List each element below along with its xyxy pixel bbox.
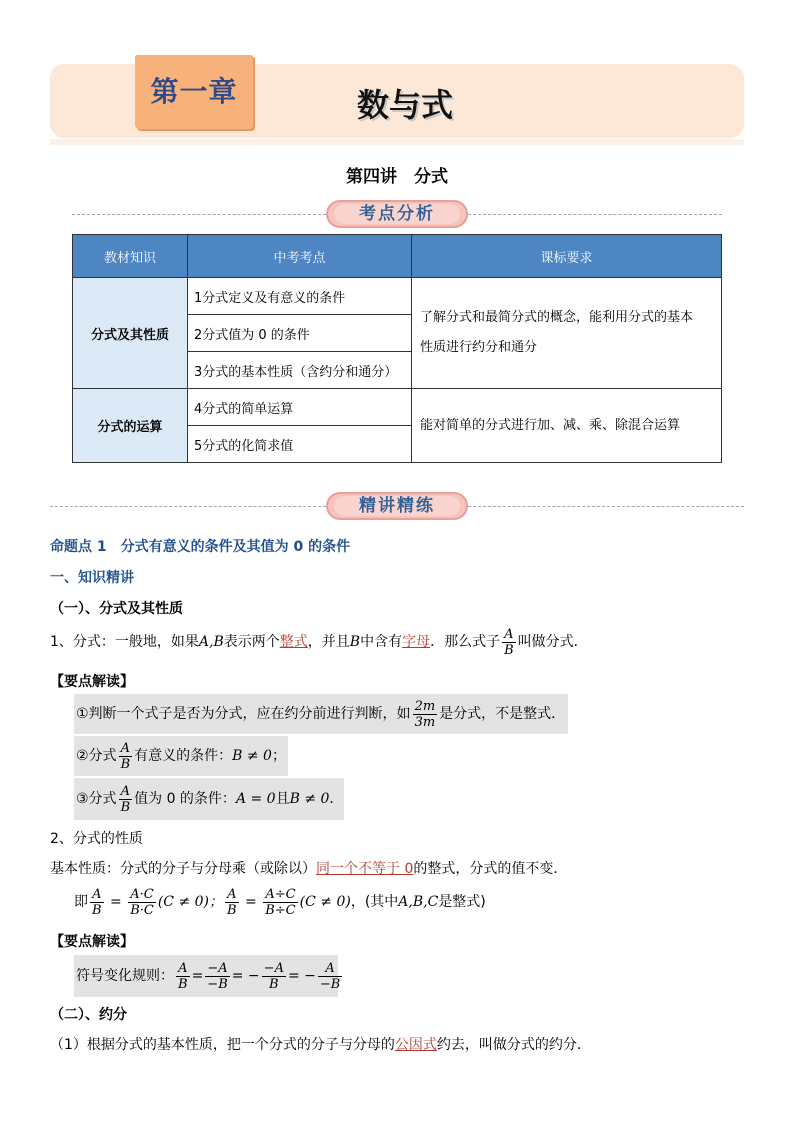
exam-points-table [72, 234, 722, 463]
section-pill-practice: 精讲精练 [326, 492, 468, 520]
fraction: $\frac{2m}{3m}$ [414, 698, 436, 730]
sub-heading: （一）、分式及其性质 [50, 601, 183, 617]
reduce-definition: （1）根据分式的基本性质，把一个分式的分子与分母的公因式约去，叫做分式的约分． [50, 1037, 591, 1053]
fraction: $\frac{A\cdot C}{B\cdot C}$ [130, 886, 154, 918]
term-common-factor: 公因式 [394, 1037, 437, 1053]
table-header-row [73, 235, 722, 278]
table-point-cell: 5分式的化简求值 [188, 426, 412, 463]
term-polynomial: 整式 [279, 634, 308, 650]
chapter-title: 数与式 [356, 86, 453, 124]
key-points-label: 【要点解读】 [50, 934, 134, 950]
divider-right [468, 214, 722, 215]
note-box: ②分式 $\frac{A}{B}$ 有意义的条件：B ≠ 0； [74, 736, 288, 776]
fraction: $\frac{-A}{-B}$ [207, 960, 228, 992]
table-subject-cell: 分式及其性质 [73, 278, 188, 389]
table-point-cell: 3分式的基本性质（含约分和通分） [188, 352, 412, 389]
term-letter: 字母 [402, 634, 431, 650]
table-point-cell: 2分式值为 0 的条件 [188, 315, 412, 352]
fraction: $\frac{A}{B}$ [120, 740, 131, 772]
table-header: 教材知识 [73, 235, 188, 278]
key-points-label: 【要点解读】 [50, 674, 134, 690]
table-row [73, 389, 722, 426]
sign-rule-box: 符号变化规则： $\frac{A}{B}$ = $\frac{-A}{-B}$ = − $\frac{-A}{B}$ = − $\frac{A}{-B}$ [74, 955, 338, 997]
section-pill-analysis: 考点分析 [326, 200, 468, 228]
table-requirement-cell [412, 278, 722, 389]
fraction: $\frac{A}{B}$ [120, 783, 131, 815]
table-header: 课标要求 [412, 235, 722, 278]
table-point-cell: 1分式定义及有意义的条件 [188, 278, 412, 315]
topic-heading: 命题点 1 分式有意义的条件及其值为 0 的条件 [50, 539, 351, 555]
fraction: $\frac{A}{B}$ [92, 886, 102, 918]
definition-line: 1、分式：一般地，如果A,B表示两个整式，并且B中含有字母．那么式子 $\frac{A}{B}$ 叫做分式． [50, 626, 588, 658]
requirement-line: 了解分式和最简分式的概念，能利用分式的基本 [420, 310, 694, 325]
note-box: ①判断一个式子是否为分式，应在约分前进行判断，如 $\frac{2m}{3m}$ 是分式，不是整式． [74, 694, 568, 734]
table-header: 中考考点 [188, 235, 412, 278]
divider-left [50, 506, 326, 507]
formula-line: 即 $\frac{A}{B}$ = $\frac{A\cdot C}{B\cdot C}$ (C ≠ 0)； $\frac{A}{B}$ = $\frac{A\div C}{B\div C}$ (C ≠ 0)，(其中A,B,C是整式) [74, 886, 486, 918]
divider-left [72, 214, 326, 215]
note-box: ③分式 $\frac{A}{B}$ 值为 0 的条件：A = 0且B ≠ 0． [74, 778, 344, 820]
item-heading: 2、分式的性质 [50, 831, 143, 847]
lecture-title: 第四讲 分式 [346, 167, 448, 187]
requirement-line: 能对简单的分式进行加、减、乘、除混合运算 [420, 417, 681, 433]
fraction: $\frac{-A}{B}$ [263, 960, 284, 992]
table-requirement-cell [412, 389, 722, 463]
divider-right [468, 506, 744, 507]
table-point-cell: 4分式的简单运算 [188, 389, 412, 426]
header-band-shadow [50, 139, 744, 145]
requirement-line: 性质进行约分和通分 [420, 340, 538, 355]
part-heading: 一、知识精讲 [50, 570, 134, 586]
table-subject-cell: 分式的运算 [73, 389, 188, 463]
fraction: $\frac{A}{B}$ [178, 960, 188, 992]
sub-heading: （二）、约分 [50, 1007, 127, 1023]
fraction: $\frac{A}{-B}$ [319, 960, 341, 992]
fraction: $\frac{A}{B}$ [227, 886, 237, 918]
term-nonzero: 同一个不等于 0 [316, 861, 414, 877]
fraction: $\frac{A\div C}{B\div C}$ [265, 886, 296, 918]
fraction: $\frac{A}{B}$ [504, 626, 514, 658]
basic-property-line: 基本性质：分式的分子与分母乘（或除以）同一个不等于 0的整式，分式的值不变． [50, 861, 568, 877]
chapter-tag: 第一章 [150, 75, 238, 108]
table-row [73, 278, 722, 315]
